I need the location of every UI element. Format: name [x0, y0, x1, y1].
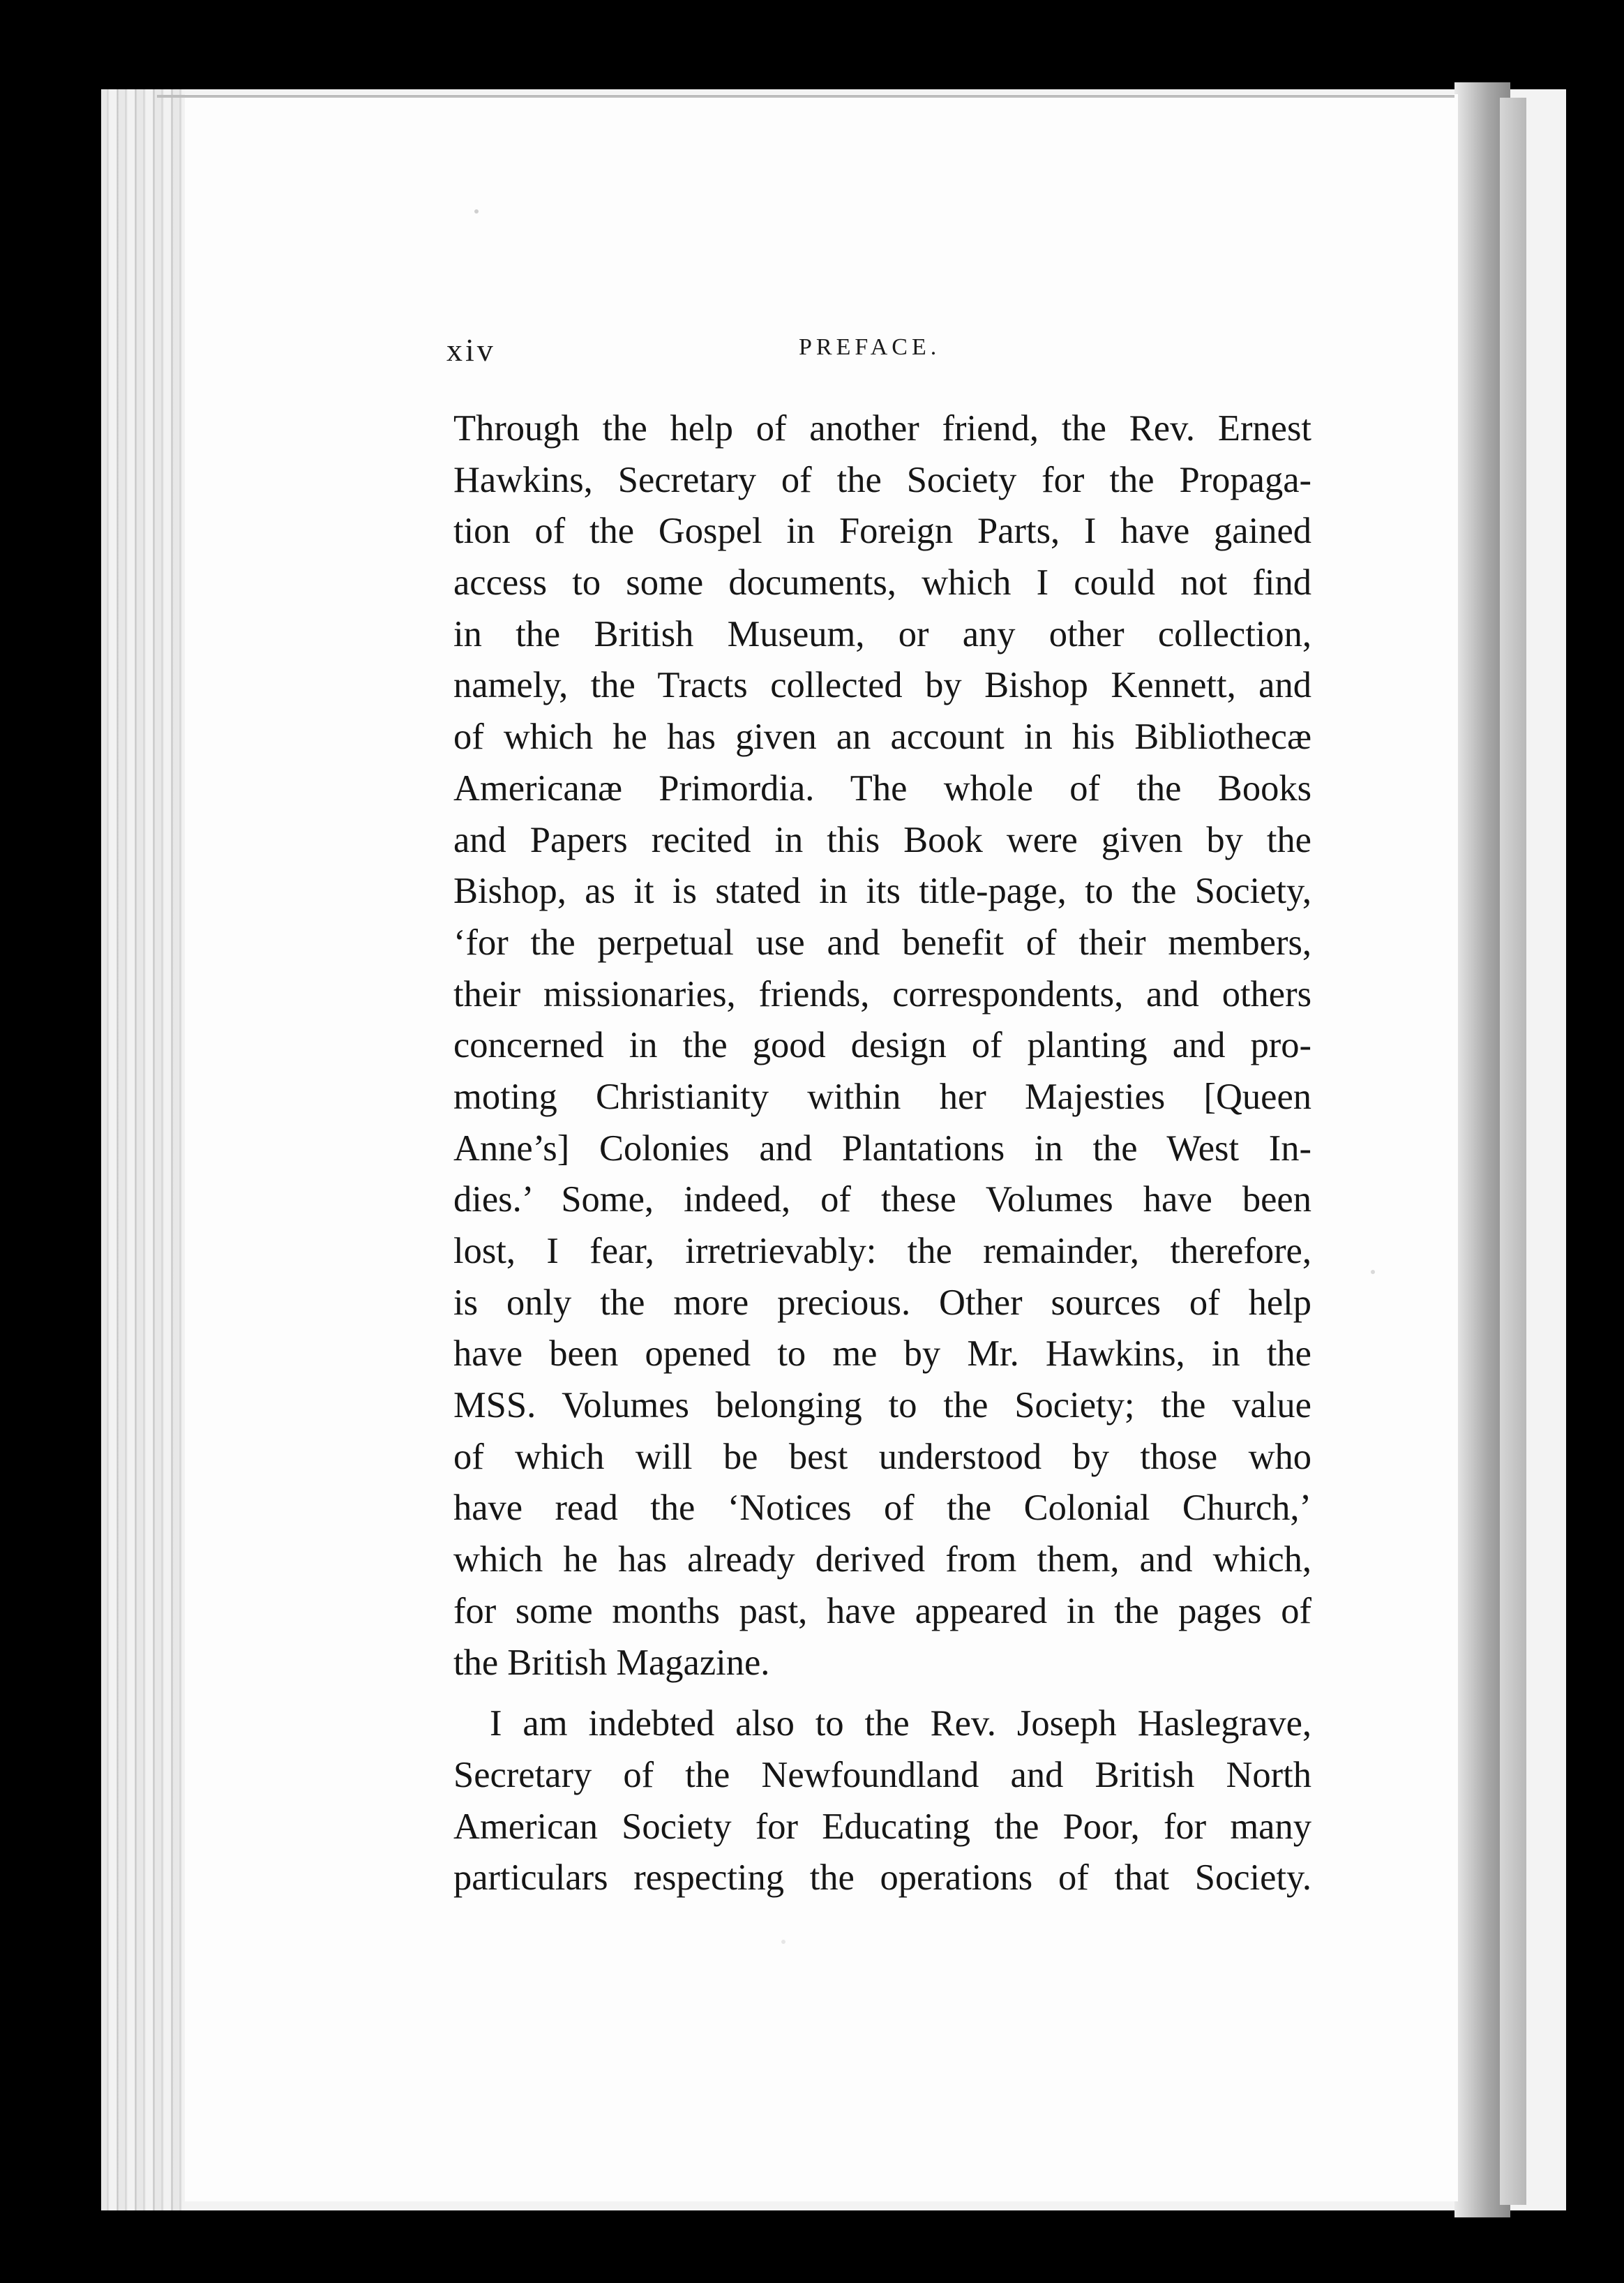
- scan-speck: [1371, 1270, 1375, 1274]
- text-line: dies.’ Some, indeed, of these Volumes have been: [453, 1179, 1311, 1220]
- scan-speck: [474, 209, 479, 214]
- text-line: their missionaries, friends, correspondents, and others: [453, 973, 1311, 1015]
- text-line: concerned in the good design of planting and pro-: [453, 1025, 1311, 1066]
- text-line: Americanæ Primordia. The whole of the Books: [453, 768, 1311, 809]
- text-line: Through the help of another friend, the Rev. Ernest: [453, 408, 1311, 449]
- text-line: Secretary of the Newfoundland and British North: [453, 1754, 1311, 1795]
- text-line: is only the more precious. Other sources of help: [453, 1282, 1311, 1323]
- text-line: have been opened to me by Mr. Hawkins, in the: [453, 1333, 1311, 1375]
- text-line: I am indebted also to the Rev. Joseph Haslegrave,: [490, 1703, 1311, 1744]
- text-line: access to some documents, which I could not find: [453, 562, 1311, 604]
- scan-speck: [781, 1940, 785, 1944]
- text-line: in the British Museum, or any other collection,: [453, 613, 1311, 654]
- body-text: [453, 403, 1311, 1904]
- text-line: namely, the Tracts collected by Bishop Kennett, and: [453, 665, 1311, 706]
- text-line: Hawkins, Secretary of the Society for the Propaga-: [453, 459, 1311, 500]
- paragraph-gap: [453, 1689, 1311, 1698]
- text-line: have read the ‘Notices of the Colonial Church,’: [453, 1488, 1311, 1529]
- text-line: the British Magazine.: [453, 1642, 770, 1683]
- text-line: Bishop, as it is stated in its title-page, to the Society,: [453, 871, 1311, 912]
- text-line: which he has already derived from them, and which,: [453, 1539, 1311, 1580]
- text-line: MSS. Volumes belonging to the Society; the value: [453, 1385, 1311, 1426]
- text-line: Anne’s] Colonies and Plantations in the West In-: [453, 1128, 1311, 1169]
- paragraph: [453, 1698, 1311, 1904]
- text-line: and Papers recited in this Book were given by the: [453, 819, 1311, 860]
- text-line: of which will be best understood by those who: [453, 1436, 1311, 1477]
- text-line: lost, I fear, irretrievably: the remainder, therefore,: [453, 1231, 1311, 1271]
- page-header: [446, 331, 1311, 373]
- book-gutter-edges: [101, 89, 185, 2210]
- text-line: tion of the Gospel in Foreign Parts, I have gained: [453, 511, 1311, 552]
- running-head: PREFACE.: [799, 334, 941, 360]
- page-number: xiv: [446, 332, 496, 368]
- book-fore-edge-outer: [1500, 98, 1526, 2205]
- page-top-edge: [157, 95, 1454, 98]
- text-line: for some months past, have appeared in the pages of: [453, 1590, 1311, 1631]
- paragraph: [453, 403, 1311, 1689]
- text-line: particulars respecting the operations of that Society.: [453, 1857, 1311, 1899]
- text-line: ‘for the perpetual use and benefit of their members,: [453, 922, 1311, 963]
- text-line: of which he has given an account in his Bibliothecæ: [453, 717, 1311, 758]
- text-line: moting Christianity within her Majesties [Queen: [453, 1076, 1311, 1117]
- text-line: American Society for Educating the Poor, for many: [453, 1806, 1311, 1847]
